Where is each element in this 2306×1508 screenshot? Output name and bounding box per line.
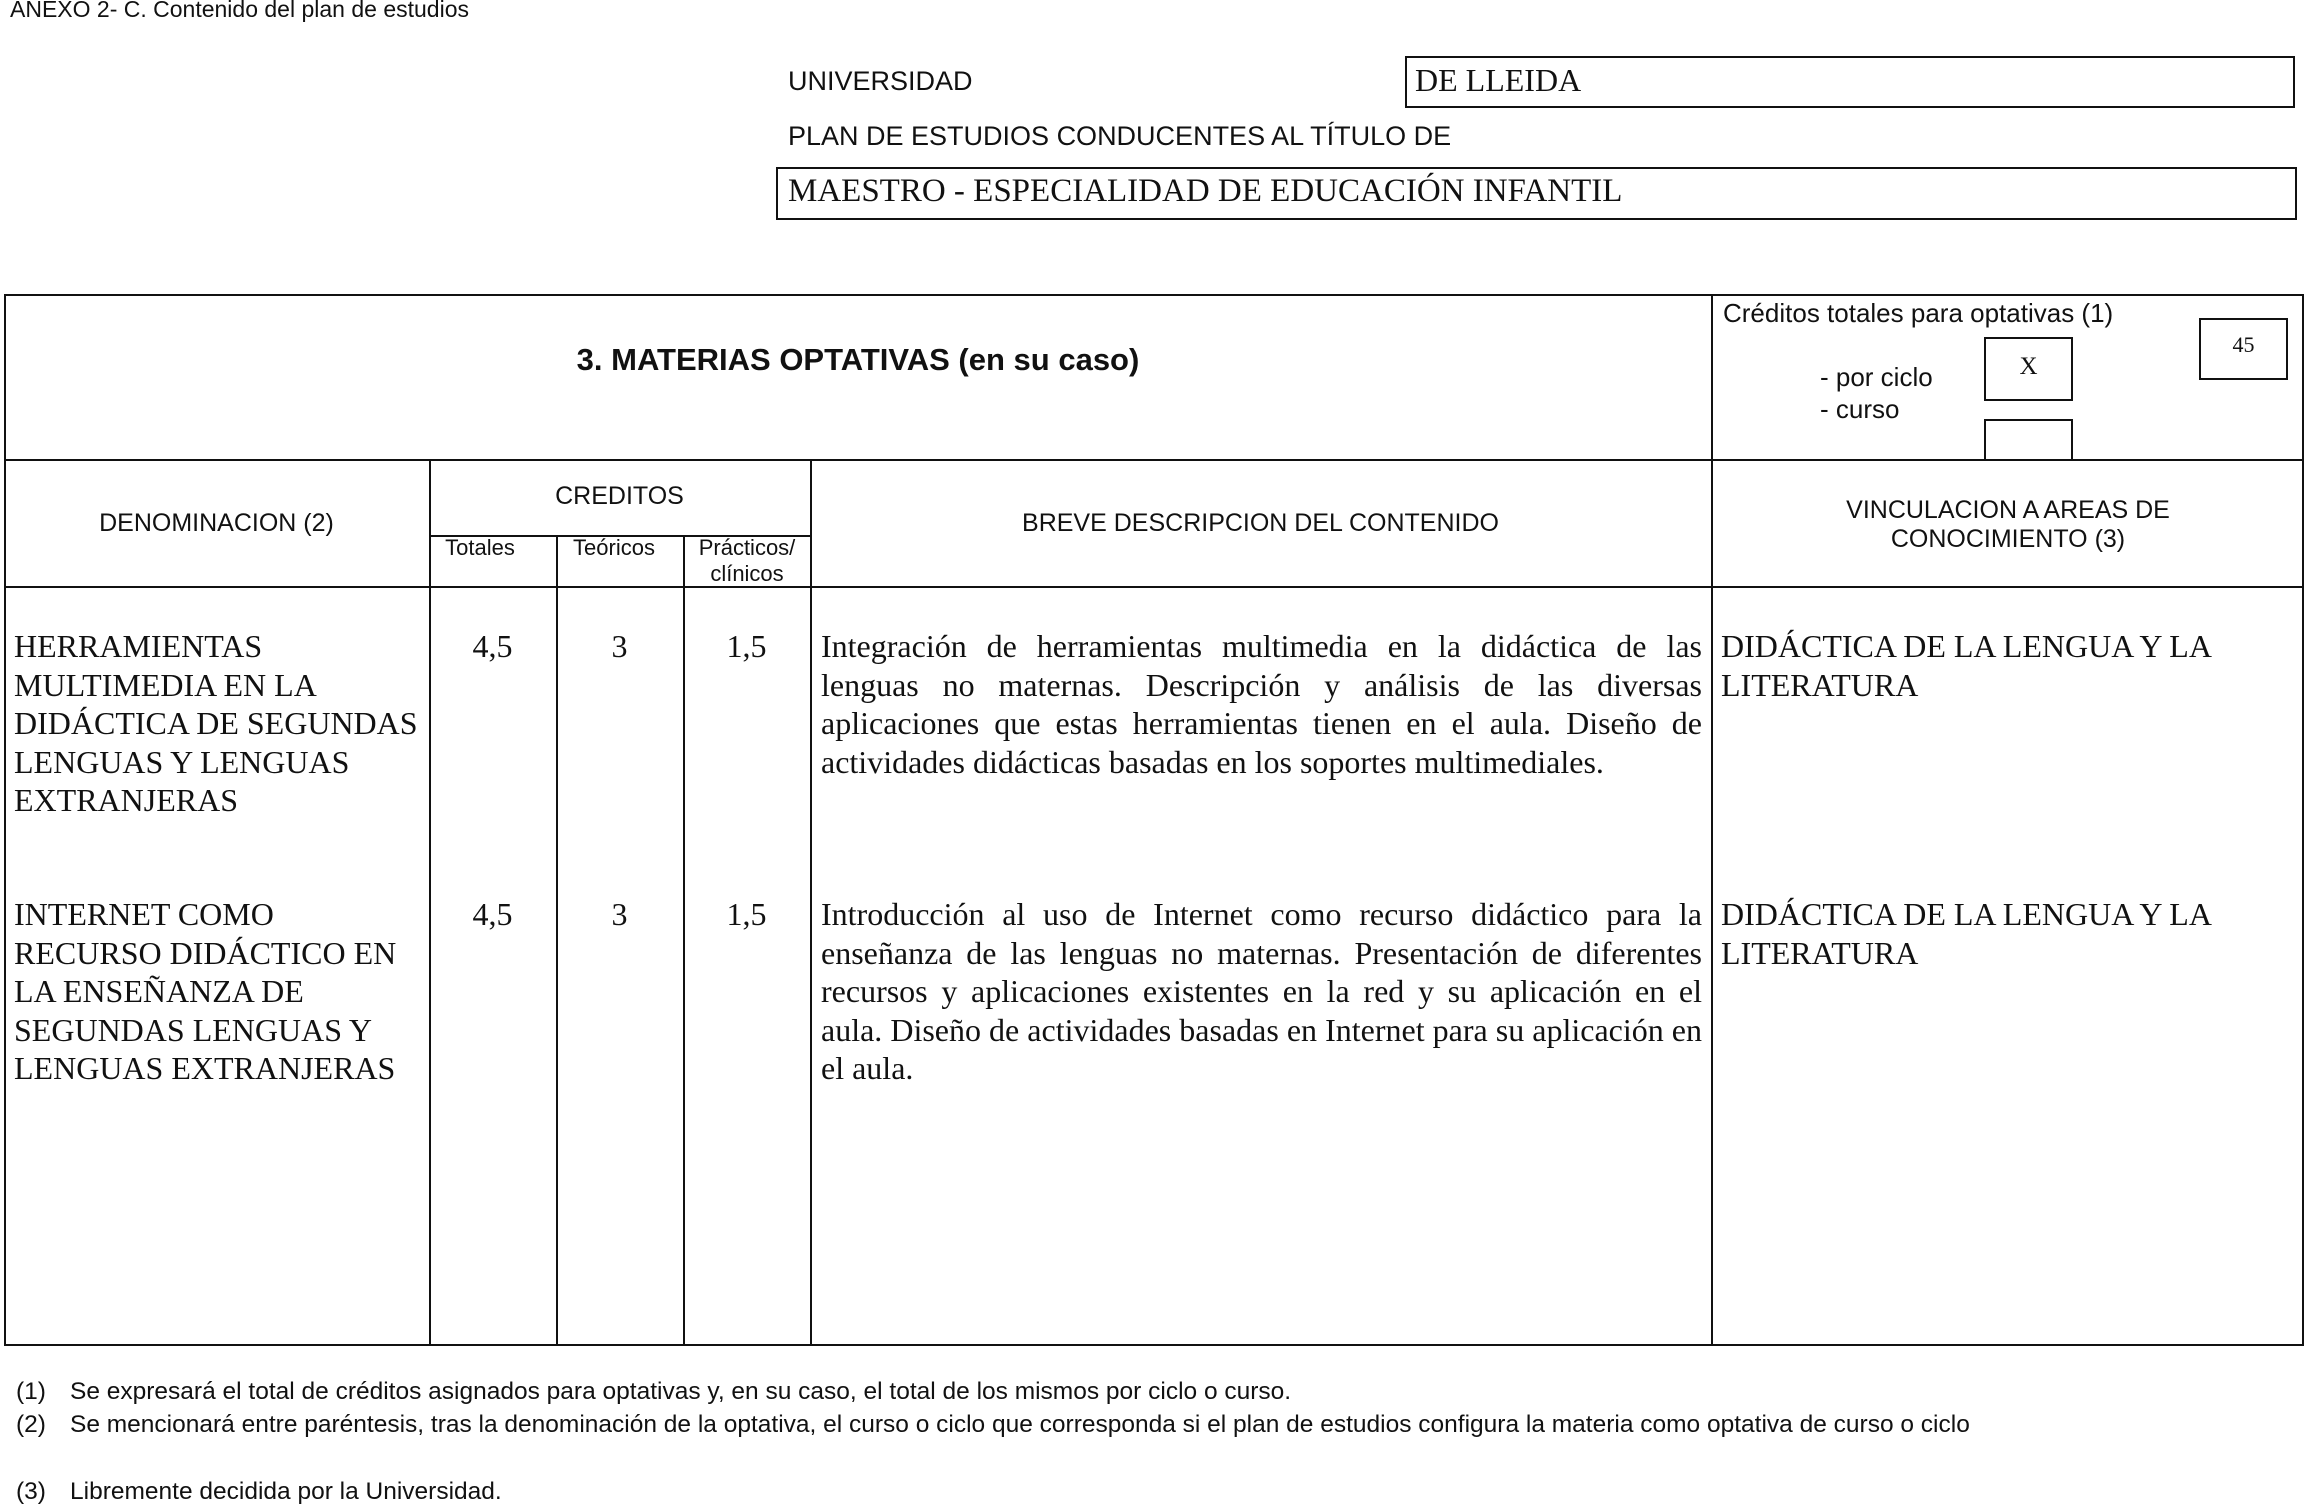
- university-label: UNIVERSIDAD: [788, 66, 973, 96]
- table-row-1-practicos: 1,5: [726, 628, 767, 664]
- por-ciclo-value: X: [2019, 353, 2038, 380]
- header-creditos: CREDITOS: [555, 482, 684, 510]
- footnote-1-num: (1): [16, 1378, 46, 1405]
- title-divider: [1711, 294, 1713, 1346]
- plan-field: [776, 167, 2297, 220]
- header-practicos: Prácticos/ clínicos: [698, 535, 796, 586]
- col-divider-practicos: [810, 459, 812, 1346]
- footnote-3-num: (3): [16, 1478, 46, 1505]
- header-teoricos: Teóricos: [573, 535, 655, 560]
- plan-value: MAESTRO - ESPECIALIDAD DE EDUCACIÓN INFANTIL: [788, 173, 1623, 209]
- credits-total-value: 45: [2232, 332, 2255, 357]
- university-field: [1405, 56, 2295, 108]
- header-top-line: [4, 459, 2304, 461]
- footnote-2-num: (2): [16, 1411, 46, 1438]
- footnote-2-text: Se mencionará entre paréntesis, tras la denominación de la optativa, el curso o ciclo que corresponda si el plan de estudios configura la materia como optativa de curso o ciclo: [70, 1411, 1970, 1438]
- credits-summary-label: Créditos totales para optativas (1): [1723, 298, 2114, 328]
- university-value: DE LLEIDA: [1415, 62, 1582, 98]
- credits-total-box: [2199, 318, 2288, 380]
- table-row-1-denominacion: HERRAMIENTAS MULTIMEDIA EN LA DIDÁCTICA DE SEGUNDAS LENGUAS Y LENGUAS EXTRANJERAS: [14, 628, 418, 818]
- table-row-2-vinculacion: DIDÁCTICA DE LA LENGUA Y LA LITERATURA: [1721, 896, 2211, 971]
- header-vinculacion: VINCULACION A AREAS DE CONOCIMIENTO (3): [1846, 496, 2170, 553]
- annex-header: ANEXO 2- C. Contenido del plan de estudios: [10, 0, 469, 22]
- curso-box: [1984, 419, 2073, 461]
- section-title: 3. MATERIAS OPTATIVAS (en su caso): [576, 342, 1140, 377]
- header-denominacion: DENOMINACION (2): [99, 509, 334, 537]
- table-row-2-descripcion: Introducción al uso de Internet como recurso didáctico para la enseñanza de las lenguas no maternas. Presentación de diferentes recursos y aplicaciones existentes en la red y su aplicación en el aula. Diseño de actividades basadas en Internet para su aplicación en el aula.: [821, 896, 1702, 1086]
- table-row-1-descripcion: Integración de herramientas multimedia en la didáctica de las lenguas no maternas. Descripción y análisis de las diversas aplicaciones que estas herramientas tienen en el aula. Diseño de actividades didácticas basadas en los soportes multimediales.: [821, 628, 1702, 780]
- header-bottom-line: [4, 586, 2304, 588]
- table-row-2-practicos: 1,5: [726, 896, 767, 932]
- header-descripcion: BREVE DESCRIPCION DEL CONTENIDO: [1022, 509, 1499, 537]
- table-row-1-teoricos: 3: [611, 628, 628, 664]
- table-row-2-teoricos: 3: [611, 896, 628, 932]
- footnote-3-text: Libremente decidida por la Universidad.: [70, 1478, 502, 1505]
- optativas-table: [4, 294, 2304, 1346]
- curso-label: - curso: [1820, 394, 1900, 424]
- table-row-2-denominacion: INTERNET COMO RECURSO DIDÁCTICO EN LA ENSEÑANZA DE SEGUNDAS LENGUAS Y LENGUAS EXTRANJERAS: [14, 896, 397, 1086]
- table-row-1-totales: 4,5: [472, 628, 513, 664]
- por-ciclo-box: [1984, 337, 2073, 401]
- table-row-1-vinculacion: DIDÁCTICA DE LA LENGUA Y LA LITERATURA: [1721, 628, 2211, 703]
- footnote-1-text: Se expresará el total de créditos asignados para optativas y, en su caso, el total de los mismos por ciclo o curso.: [70, 1378, 1292, 1405]
- plan-label: PLAN DE ESTUDIOS CONDUCENTES AL TÍTULO DE: [788, 121, 1452, 151]
- por-ciclo-label: - por ciclo: [1820, 362, 1933, 392]
- table-row-2-totales: 4,5: [472, 896, 513, 932]
- header-totales: Totales: [445, 535, 515, 560]
